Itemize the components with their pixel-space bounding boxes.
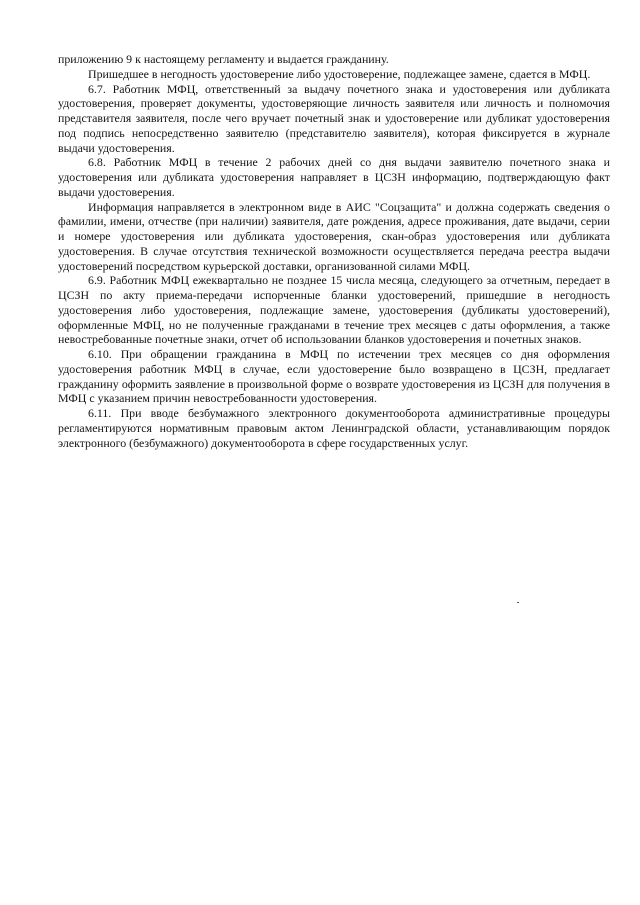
paragraph-information: Информация направляется в электронном виде в АИС "Соцзащита" и должна содержать сведения о фамилии, имени, отчестве (при наличии) заявителя, дате рождения, адресе проживания, дате выдачи, серии и номере удостоверения или дубликата удостоверения, скан-образ удостоверения или дубликата удостоверения. В случае отсутствия технической возможности осуществляется передача реестра выдачи удостоверений посредством курьерской доставки, организованной силами МФЦ.: [58, 199, 610, 273]
paragraph-6-10: 6.10. При обращении гражданина в МФЦ по истечении трех месяцев со дня оформления удостоверения работник МФЦ в случае, если удостоверение было возвращено в ЦСЗН, предлагает гражданину оформить заявление в произвольной форме о возврате удостоверения из ЦСЗН для получения в МФЦ с указанием причин невостребованности удостоверения.: [58, 347, 610, 406]
scan-speck: [517, 602, 519, 603]
paragraph-worn-out-certificate: Пришедшее в негодность удостоверение либо удостоверение, подлежащее замене, сдается в МФЦ.: [88, 66, 591, 81]
paragraph-6-11: 6.11. При вводе безбумажного электронного документооборота административные процедуры регламентируются нормативным правовым актом Ленинградской области, устанавливающим порядок электронного (безбумажного) документооборота в сфере государственных услуг.: [58, 406, 610, 450]
paragraph-6-9: 6.9. Работник МФЦ ежеквартально не позднее 15 числа месяца, следующего за отчетным, передает в ЦСЗН по акту приема-передачи испорченные бланки удостоверений, пришедшие в негодность удостоверения либо удостоверения, подлежащие замене, удостоверения (дубликаты удостоверений), оформленные МФЦ, но не полученные гражданами в течение трех месяцев с даты оформления, а также невостребованные почетные знаки, отчет об использовании бланков удостоверения и почетных знаков.: [58, 273, 610, 347]
paragraph-6-8: 6.8. Работник МФЦ в течение 2 рабочих дней со дня выдачи заявителю почетного знака и удостоверения или дубликата удостоверения направляет в ЦСЗН информацию, подтверждающую факт выдачи удостоверения.: [58, 155, 610, 199]
document-page: [58, 52, 610, 450]
paragraph-continuation: приложению 9 к настоящему регламенту и выдается гражданину.: [58, 52, 389, 66]
paragraph-6-7: 6.7. Работник МФЦ, ответственный за выдачу почетного знака и удостоверения или дубликата удостоверения, проверяет документы, удостоверяющие личность заявителя или личность и полномочия представителя заявителя, после чего вручает почетный знак и удостоверение или дубликат удостоверения под подпись непосредственно заявителю (представителю заявителя), которая фиксируется в журнале выдачи удостоверения.: [58, 81, 610, 155]
